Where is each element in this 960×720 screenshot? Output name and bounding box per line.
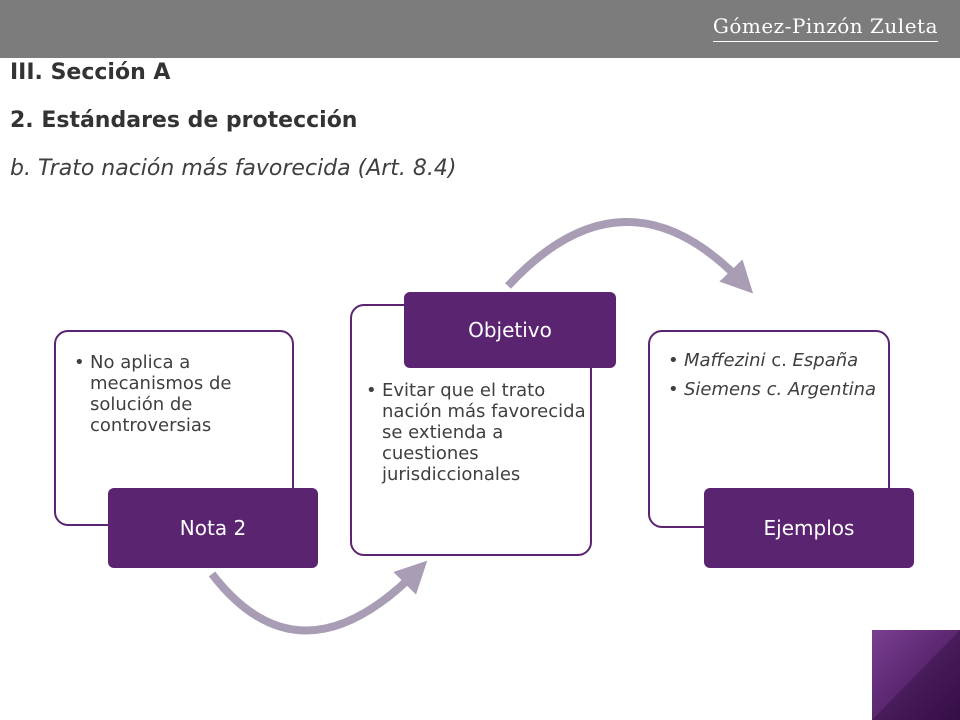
topic-title: b. Trato nación más favorecida (Art. 8.4) [10,156,457,181]
brand-name: Gómez-Pinzón Zuleta [712,14,938,38]
label-ejemplos: Ejemplos [704,488,914,568]
section-title: III. Sección A [10,60,171,85]
case-name: Maffezini [684,350,766,371]
case-country: España [792,350,859,371]
card-item [668,350,878,371]
card-item: • No aplica a mecanismos de solución de controversias [74,352,274,436]
case-name: Siemens c. Argentina [684,379,877,400]
label-nota-2: Nota 2 [108,488,318,568]
subsection-title: 2. Estándares de protección [10,108,358,133]
card-item [668,379,878,400]
label-objetivo: Objetivo [404,292,616,368]
case-connector: c. [765,350,793,371]
arrow-top [508,222,742,286]
arrow-bottom [212,572,416,631]
corner-fold-decoration [872,630,960,720]
card-item: • Evitar que el trato nación más favorecida se extienda a cuestiones jurisdiccionales [366,380,588,485]
